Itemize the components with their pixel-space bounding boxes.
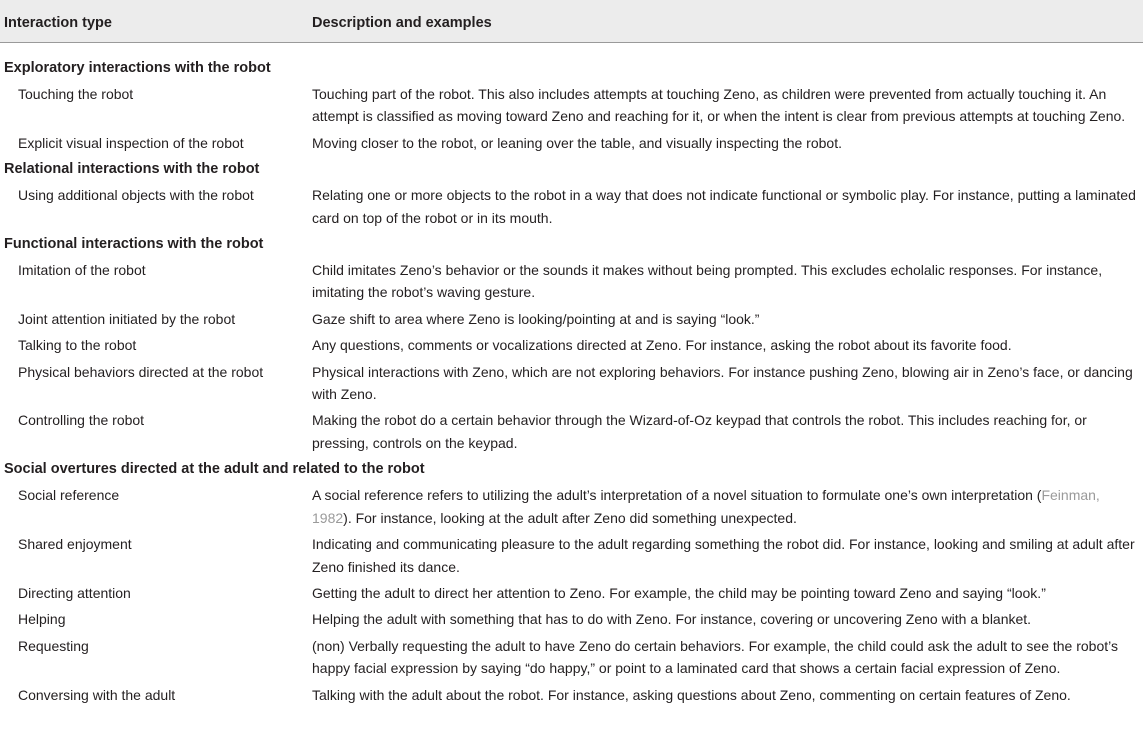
table-row bbox=[0, 482, 1143, 531]
citation-link[interactable]: Feinman, 1982 bbox=[312, 487, 1100, 526]
table-row bbox=[0, 81, 1143, 130]
table-row bbox=[0, 531, 1143, 580]
section-title-social-overtures: Social overtures directed at the adult and related to the robot bbox=[4, 461, 425, 478]
table-row bbox=[0, 682, 1143, 706]
interaction-type-cell: Conversing with the adult bbox=[18, 686, 176, 703]
description-cell: Helping the adult with something that has to do with Zeno. For instance, covering or uncovering Zeno with a blanket. bbox=[312, 611, 1032, 628]
table-row bbox=[0, 306, 1143, 332]
table-row bbox=[0, 182, 1143, 231]
interaction-type-cell: Directing attention bbox=[18, 584, 131, 601]
interaction-type-cell: Shared enjoyment bbox=[18, 536, 132, 553]
description-cell: (non) Verbally requesting the adult to have Zeno do certain behaviors. For example, the child could ask the adult to see the robot’s happy facial expression by saying “do happy,” or point to a laminated card that shows a certain facial expression of Zeno. bbox=[312, 637, 1119, 677]
table-row bbox=[0, 580, 1143, 606]
description-cell bbox=[312, 484, 1143, 529]
interaction-type-cell: Social reference bbox=[18, 487, 120, 504]
description-cell: Getting the adult to direct her attention to Zeno. For example, the child may be pointing toward Zeno and saying “look.” bbox=[312, 584, 1046, 601]
description-cell: Relating one or more objects to the robot in a way that does not indicate functional or symbolic play. For instance, putting a laminated card on top of the robot or in its mouth. bbox=[312, 187, 1136, 226]
header-description: Description and examples bbox=[312, 15, 492, 31]
interaction-type-cell: Talking to the robot bbox=[18, 337, 137, 354]
section-title-functional: Functional interactions with the robot bbox=[4, 236, 264, 253]
interaction-type-cell: Helping bbox=[18, 611, 66, 628]
interaction-type-cell: Joint attention initiated by the robot bbox=[18, 310, 236, 327]
header-interaction-type: Interaction type bbox=[4, 15, 112, 31]
interaction-type-cell: Imitation of the robot bbox=[18, 262, 146, 279]
interaction-type-cell: Touching the robot bbox=[18, 86, 134, 102]
table-row bbox=[0, 359, 1143, 408]
table-row bbox=[0, 257, 1143, 306]
description-text: ). For instance, looking at the adult after Zeno did something unexpected. bbox=[343, 509, 797, 526]
description-cell: Child imitates Zeno’s behavior or the sounds it makes without being prompted. This excludes echolalic responses. For instance, imitating the robot’s waving gesture. bbox=[312, 262, 1103, 301]
table-row bbox=[0, 332, 1143, 358]
table-body bbox=[0, 43, 1143, 706]
description-cell: Moving closer to the robot, or leaning over the table, and visually inspecting the robot. bbox=[312, 134, 842, 151]
interaction-type-cell: Requesting bbox=[18, 637, 89, 654]
interaction-type-cell: Physical behaviors directed at the robot bbox=[18, 363, 264, 380]
table-row bbox=[0, 606, 1143, 632]
description-cell: Gaze shift to area where Zeno is looking/pointing at and is saying “look.” bbox=[312, 310, 760, 327]
description-cell: Touching part of the robot. This also includes attempts at touching Zeno, as children were prevented from actually touching it. An attempt is classified as moving toward Zeno and reaching for it, or when the intent is clear from previous attempts at touching Zeno. bbox=[312, 86, 1126, 125]
table-row bbox=[0, 130, 1143, 156]
section-title-relational: Relational interactions with the robot bbox=[4, 161, 260, 178]
table-row bbox=[0, 407, 1143, 456]
interaction-type-cell: Using additional objects with the robot bbox=[18, 187, 254, 204]
interaction-type-cell: Controlling the robot bbox=[18, 412, 145, 429]
table-row bbox=[0, 633, 1143, 682]
description-cell: Talking with the adult about the robot. For instance, asking questions about Zeno, commenting on certain features of Zeno. bbox=[312, 686, 1071, 703]
description-cell: Any questions, comments or vocalizations directed at Zeno. For instance, asking the robot about its favorite food. bbox=[312, 337, 1012, 354]
description-cell: Indicating and communicating pleasure to the adult regarding something the robot did. For instance, looking and smiling at adult after Zeno finished its dance. bbox=[312, 536, 1135, 575]
interaction-type-cell: Explicit visual inspection of the robot bbox=[18, 134, 244, 151]
table-header bbox=[0, 0, 1143, 43]
description-cell: Making the robot do a certain behavior through the Wizard-of-Oz keypad that controls the robot. This includes reaching for, or pressing, controls on the keypad. bbox=[312, 412, 1087, 451]
description-text: A social reference refers to utilizing the adult’s interpretation of a novel situation to formulate one’s own interpretation ( bbox=[312, 487, 1042, 504]
section-title-exploratory: Exploratory interactions with the robot bbox=[4, 60, 271, 76]
description-cell: Physical interactions with Zeno, which are not exploring behaviors. For instance pushing Zeno, blowing air in Zeno’s face, or dancing with Zeno. bbox=[312, 363, 1133, 403]
